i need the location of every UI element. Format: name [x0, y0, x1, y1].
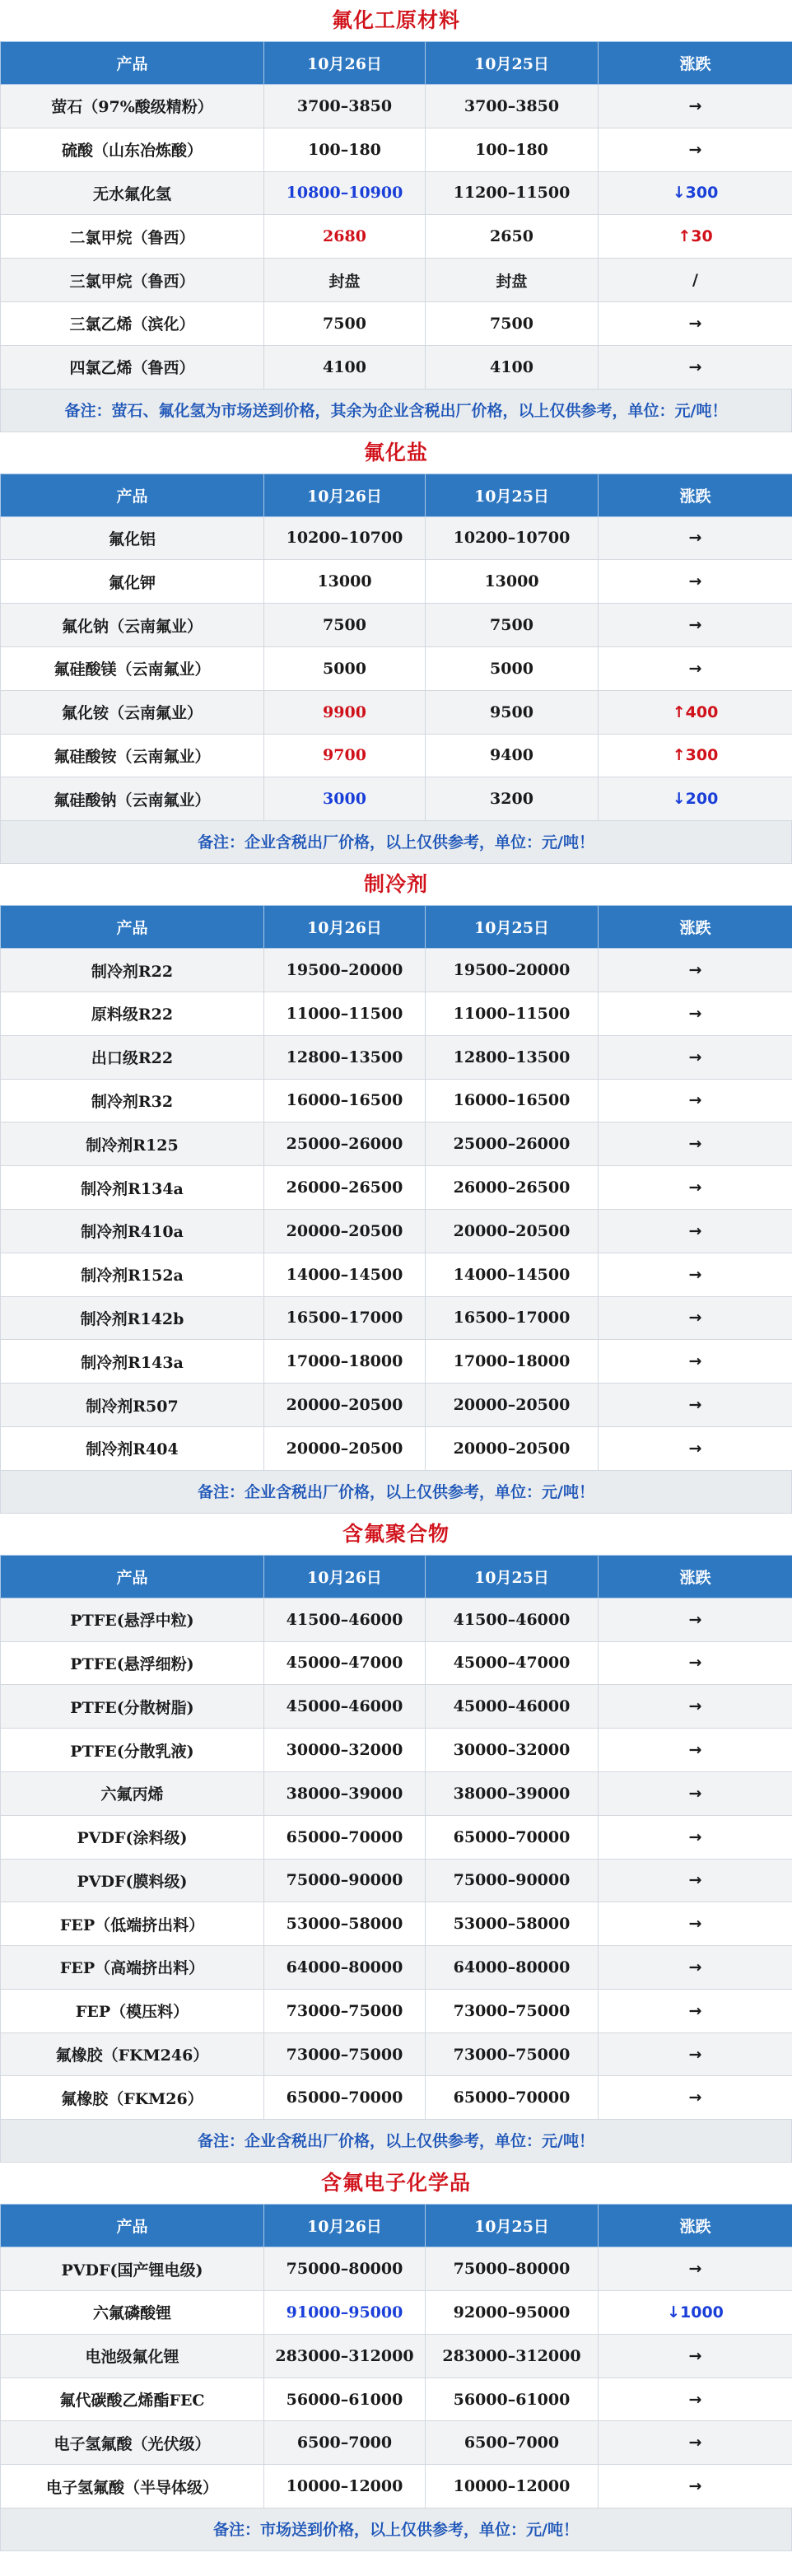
header-date-1026: 10月26日 [264, 42, 426, 85]
table-row [1, 690, 792, 734]
table-row [1, 1426, 792, 1470]
product-name: 制冷剂R507 [1, 1384, 264, 1427]
price-oct-26: 75000–80000 [264, 2247, 426, 2291]
price-oct-26: 41500–46000 [264, 1598, 426, 1641]
price-change: → [599, 1989, 792, 2032]
price-oct-26: 73000–75000 [264, 1989, 426, 2032]
header-change: 涨跌 [599, 2205, 792, 2247]
price-section [0, 432, 792, 865]
price-change: → [599, 560, 792, 604]
price-oct-26: 7500 [264, 604, 426, 647]
header-change: 涨跌 [599, 42, 792, 85]
price-oct-25: 30000–32000 [426, 1729, 599, 1772]
header-date-1026: 10月26日 [264, 1555, 426, 1598]
table-row [1, 1209, 792, 1253]
price-oct-25: 9400 [426, 734, 599, 777]
table-row [1, 1079, 792, 1122]
section-title: 含氟聚合物 [342, 1521, 450, 1546]
price-section [0, 2163, 792, 2551]
product-name: 氟硅酸钠（云南氟业） [1, 777, 264, 821]
header-date-1025: 10月25日 [426, 2205, 599, 2247]
header-product: 产品 [1, 906, 264, 949]
price-oct-25: 10200–10700 [426, 516, 599, 560]
price-oct-25: 12800–13500 [426, 1035, 599, 1079]
price-oct-26: 65000–70000 [264, 2076, 426, 2120]
price-table [0, 1555, 792, 2121]
table-row [1, 1815, 792, 1859]
header-date-1025: 10月25日 [426, 474, 599, 516]
price-change: → [599, 2378, 792, 2421]
table-row [1, 2378, 792, 2421]
table-header-row [1, 42, 792, 85]
price-change: → [599, 128, 792, 171]
table-row [1, 949, 792, 992]
table-row [1, 2032, 792, 2076]
price-oct-26: 16500–17000 [264, 1296, 426, 1340]
price-oct-26: 30000–32000 [264, 1729, 426, 1772]
price-oct-25: 7500 [426, 301, 599, 345]
price-oct-25: 283000–312000 [426, 2334, 599, 2378]
price-change: → [599, 2247, 792, 2291]
price-change: → [599, 1641, 792, 1685]
price-oct-26: 10000–12000 [264, 2465, 426, 2508]
price-oct-25: 75000–80000 [426, 2247, 599, 2291]
price-oct-26: 17000–18000 [264, 1340, 426, 1384]
price-change: → [599, 1729, 792, 1772]
price-oct-26: 16000–16500 [264, 1079, 426, 1122]
product-name: 氟橡胶（FKM246） [1, 2032, 264, 2076]
price-oct-26: 19500–20000 [264, 949, 426, 992]
price-change: → [599, 2032, 792, 2076]
section-note: 备注：企业含税出厂价格，以上仅供参考，单位：元/吨！ [0, 1471, 792, 1514]
section-note: 备注：市场送到价格，以上仅供参考，单位：元/吨！ [0, 2508, 792, 2551]
table-row [1, 1253, 792, 1296]
price-oct-26: 14000–14500 [264, 1253, 426, 1296]
price-oct-25: 封盘 [426, 259, 599, 302]
product-name: 六氟磷酸锂 [1, 2291, 264, 2335]
table-row [1, 1166, 792, 1210]
price-change: → [599, 604, 792, 647]
header-date-1025: 10月25日 [426, 1555, 599, 1598]
price-change: → [599, 1946, 792, 1990]
price-oct-25: 53000–58000 [426, 1902, 599, 1946]
price-oct-26: 20000–20500 [264, 1426, 426, 1470]
product-name: 制冷剂R410a [1, 1209, 264, 1253]
price-oct-26: 12800–13500 [264, 1035, 426, 1079]
header-date-1026: 10月26日 [264, 2205, 426, 2247]
product-name: 电池级氟化锂 [1, 2334, 264, 2378]
price-oct-25: 7500 [426, 604, 599, 647]
product-name: 原料级R22 [1, 992, 264, 1035]
price-change: → [599, 1122, 792, 1166]
product-name: 三氯乙烯（滨化） [1, 301, 264, 345]
price-oct-26: 2680 [264, 215, 426, 259]
price-change: ↓300 [599, 171, 792, 215]
price-change: → [599, 1253, 792, 1296]
header-date-1026: 10月26日 [264, 474, 426, 516]
product-name: 无水氟化氢 [1, 171, 264, 215]
table-row [1, 992, 792, 1035]
table-row [1, 2465, 792, 2508]
section-note: 备注：萤石、氟化氢为市场送到价格，其余为企业含税出厂价格，以上仅供参考，单位：元/吨！ [0, 390, 792, 432]
price-oct-26: 38000–39000 [264, 1771, 426, 1815]
table-row [1, 1340, 792, 1384]
price-oct-25: 92000–95000 [426, 2291, 599, 2335]
product-name: 氟化铝 [1, 516, 264, 560]
table-row [1, 2291, 792, 2335]
price-oct-25: 100–180 [426, 128, 599, 171]
price-oct-26: 10800–10900 [264, 171, 426, 215]
table-row [1, 1685, 792, 1729]
price-oct-25: 19500–20000 [426, 949, 599, 992]
price-change: → [599, 1384, 792, 1427]
table-header-row [1, 2205, 792, 2247]
price-oct-26: 9700 [264, 734, 426, 777]
table-row [1, 301, 792, 345]
product-name: 制冷剂R143a [1, 1340, 264, 1384]
price-oct-26: 65000–70000 [264, 1815, 426, 1859]
price-oct-25: 20000–20500 [426, 1426, 599, 1470]
product-name: 电子氢氟酸（半导体级） [1, 2465, 264, 2508]
product-name: 制冷剂R404 [1, 1426, 264, 1470]
header-change: 涨跌 [599, 474, 792, 516]
price-change: → [599, 1426, 792, 1470]
price-table [0, 41, 792, 390]
price-oct-26: 25000–26000 [264, 1122, 426, 1166]
price-change: → [599, 2465, 792, 2508]
product-name: 氟硅酸镁（云南氟业） [1, 646, 264, 690]
table-row [1, 1989, 792, 2032]
price-oct-26: 26000–26500 [264, 1166, 426, 1210]
price-oct-25: 20000–20500 [426, 1209, 599, 1253]
header-change: 涨跌 [599, 1555, 792, 1598]
price-change: → [599, 345, 792, 389]
price-oct-25: 14000–14500 [426, 1253, 599, 1296]
product-name: PTFE(分散乳液) [1, 1729, 264, 1772]
table-row [1, 1296, 792, 1340]
product-name: 制冷剂R125 [1, 1122, 264, 1166]
price-change: ↓200 [599, 777, 792, 821]
price-oct-25: 9500 [426, 690, 599, 734]
table-row [1, 560, 792, 604]
product-name: 制冷剂R32 [1, 1079, 264, 1122]
price-change: → [599, 1859, 792, 1902]
price-change: → [599, 301, 792, 345]
price-change: ↑300 [599, 734, 792, 777]
table-row [1, 2076, 792, 2120]
table-row [1, 1122, 792, 1166]
price-oct-25: 3200 [426, 777, 599, 821]
price-oct-25: 4100 [426, 345, 599, 389]
table-row [1, 1598, 792, 1641]
product-name: 制冷剂R152a [1, 1253, 264, 1296]
price-oct-26: 11000–11500 [264, 992, 426, 1035]
price-oct-26: 91000–95000 [264, 2291, 426, 2335]
product-name: PVDF(膜料级) [1, 1859, 264, 1902]
price-oct-26: 100–180 [264, 128, 426, 171]
product-name: 氟化钾 [1, 560, 264, 604]
price-section [0, 0, 792, 432]
price-change: / [599, 259, 792, 302]
price-oct-25: 64000–80000 [426, 1946, 599, 1990]
product-name: FEP（低端挤出料） [1, 1902, 264, 1946]
product-name: PTFE(悬浮中粒) [1, 1598, 264, 1641]
section-title: 含氟电子化学品 [320, 2171, 471, 2196]
section-title: 制冷剂 [363, 872, 428, 897]
price-change: → [599, 1035, 792, 1079]
product-name: PTFE(悬浮细粉) [1, 1641, 264, 1685]
product-name: 氟化铵（云南氟业） [1, 690, 264, 734]
price-change: → [599, 992, 792, 1035]
table-row [1, 345, 792, 389]
price-change: → [599, 1815, 792, 1859]
price-oct-25: 25000–26000 [426, 1122, 599, 1166]
price-table [0, 2204, 792, 2508]
product-name: 制冷剂R22 [1, 949, 264, 992]
price-change: → [599, 1771, 792, 1815]
price-table [0, 474, 792, 822]
price-oct-25: 26000–26500 [426, 1166, 599, 1210]
table-row [1, 777, 792, 821]
table-row [1, 128, 792, 171]
price-oct-26: 75000–90000 [264, 1859, 426, 1902]
price-oct-25: 5000 [426, 646, 599, 690]
price-change: → [599, 1598, 792, 1641]
price-change: → [599, 1902, 792, 1946]
product-name: 制冷剂R142b [1, 1296, 264, 1340]
price-oct-26: 6500–7000 [264, 2421, 426, 2465]
price-oct-25: 16000–16500 [426, 1079, 599, 1122]
section-title: 氟化工原材料 [331, 8, 460, 32]
price-oct-26: 10200–10700 [264, 516, 426, 560]
table-row [1, 259, 792, 302]
price-change: → [599, 1209, 792, 1253]
product-name: 二氯甲烷（鲁西） [1, 215, 264, 259]
table-header-row [1, 1555, 792, 1598]
product-name: 四氯乙烯（鲁西） [1, 345, 264, 389]
price-change: → [599, 2421, 792, 2465]
table-row [1, 1035, 792, 1079]
product-name: PVDF(涂料级) [1, 1815, 264, 1859]
price-oct-25: 17000–18000 [426, 1340, 599, 1384]
header-change: 涨跌 [599, 906, 792, 949]
price-change: → [599, 2334, 792, 2378]
product-name: 氟硅酸铵（云南氟业） [1, 734, 264, 777]
price-oct-26: 4100 [264, 345, 426, 389]
header-date-1025: 10月25日 [426, 42, 599, 85]
price-oct-25: 73000–75000 [426, 1989, 599, 2032]
product-name: 电子氢氟酸（光伏级） [1, 2421, 264, 2465]
table-row [1, 1946, 792, 1990]
header-product: 产品 [1, 2205, 264, 2247]
product-name: 氟代碳酸乙烯酯FEC [1, 2378, 264, 2421]
price-oct-25: 56000–61000 [426, 2378, 599, 2421]
price-change: ↑400 [599, 690, 792, 734]
price-oct-25: 38000–39000 [426, 1771, 599, 1815]
price-oct-25: 2650 [426, 215, 599, 259]
table-row [1, 646, 792, 690]
table-row [1, 604, 792, 647]
price-oct-25: 65000–70000 [426, 1815, 599, 1859]
price-oct-25: 11200–11500 [426, 171, 599, 215]
price-change: → [599, 85, 792, 128]
product-name: PTFE(分散树脂) [1, 1685, 264, 1729]
price-oct-25: 45000–47000 [426, 1641, 599, 1685]
price-section [0, 1514, 792, 2163]
product-name: 制冷剂R134a [1, 1166, 264, 1210]
price-table [0, 905, 792, 1471]
price-change: → [599, 1340, 792, 1384]
price-change: → [599, 2076, 792, 2120]
product-name: 萤石（97%酸级精粉） [1, 85, 264, 128]
table-row [1, 2421, 792, 2465]
price-oct-25: 41500–46000 [426, 1598, 599, 1641]
product-name: 六氟丙烯 [1, 1771, 264, 1815]
price-oct-26: 7500 [264, 301, 426, 345]
price-oct-26: 5000 [264, 646, 426, 690]
section-note: 备注：企业含税出厂价格，以上仅供参考，单位：元/吨！ [0, 821, 792, 864]
product-name: FEP（模压料） [1, 1989, 264, 2032]
table-row [1, 734, 792, 777]
price-oct-26: 13000 [264, 560, 426, 604]
table-row [1, 215, 792, 259]
price-oct-26: 283000–312000 [264, 2334, 426, 2378]
price-oct-26: 53000–58000 [264, 1902, 426, 1946]
price-oct-25: 13000 [426, 560, 599, 604]
price-oct-26: 9900 [264, 690, 426, 734]
section-title: 氟化盐 [363, 440, 428, 464]
product-name: 三氯甲烷（鲁西） [1, 259, 264, 302]
header-date-1026: 10月26日 [264, 906, 426, 949]
price-oct-26: 20000–20500 [264, 1384, 426, 1427]
price-oct-25: 75000–90000 [426, 1859, 599, 1902]
table-row [1, 1859, 792, 1902]
section-note: 备注：企业含税出厂价格，以上仅供参考，单位：元/吨！ [0, 2120, 792, 2163]
price-oct-26: 45000–47000 [264, 1641, 426, 1685]
price-oct-25: 3700–3850 [426, 85, 599, 128]
product-name: FEP（高端挤出料） [1, 1946, 264, 1990]
header-product: 产品 [1, 42, 264, 85]
header-date-1025: 10月25日 [426, 906, 599, 949]
table-header-row [1, 474, 792, 516]
table-row [1, 171, 792, 215]
product-name: 氟化钠（云南氟业） [1, 604, 264, 647]
price-oct-25: 10000–12000 [426, 2465, 599, 2508]
table-header-row [1, 906, 792, 949]
table-row [1, 2334, 792, 2378]
table-row [1, 85, 792, 128]
price-oct-25: 11000–11500 [426, 992, 599, 1035]
price-change: → [599, 1685, 792, 1729]
price-change: → [599, 1079, 792, 1122]
table-row [1, 516, 792, 560]
header-product: 产品 [1, 1555, 264, 1598]
product-name: 氟橡胶（FKM26） [1, 2076, 264, 2120]
price-oct-26: 封盘 [264, 259, 426, 302]
price-change: → [599, 646, 792, 690]
price-oct-26: 73000–75000 [264, 2032, 426, 2076]
table-row [1, 1384, 792, 1427]
price-oct-26: 3000 [264, 777, 426, 821]
price-oct-26: 64000–80000 [264, 1946, 426, 1990]
price-oct-25: 73000–75000 [426, 2032, 599, 2076]
product-name: 出口级R22 [1, 1035, 264, 1079]
table-row [1, 1902, 792, 1946]
price-oct-25: 65000–70000 [426, 2076, 599, 2120]
price-change: → [599, 1296, 792, 1340]
table-row [1, 1729, 792, 1772]
table-row [1, 1771, 792, 1815]
price-change: → [599, 516, 792, 560]
price-oct-26: 20000–20500 [264, 1209, 426, 1253]
table-row [1, 2247, 792, 2291]
price-change: ↑30 [599, 215, 792, 259]
price-section [0, 864, 792, 1514]
price-oct-25: 16500–17000 [426, 1296, 599, 1340]
price-change: ↓1000 [599, 2291, 792, 2335]
header-product: 产品 [1, 474, 264, 516]
price-oct-25: 20000–20500 [426, 1384, 599, 1427]
price-change: → [599, 1166, 792, 1210]
price-change: → [599, 949, 792, 992]
product-name: 硫酸（山东冶炼酸） [1, 128, 264, 171]
table-row [1, 1641, 792, 1685]
price-oct-25: 45000–46000 [426, 1685, 599, 1729]
product-name: PVDF(国产锂电级) [1, 2247, 264, 2291]
price-oct-25: 6500–7000 [426, 2421, 599, 2465]
price-oct-26: 3700–3850 [264, 85, 426, 128]
price-oct-26: 45000–46000 [264, 1685, 426, 1729]
price-oct-26: 56000–61000 [264, 2378, 426, 2421]
